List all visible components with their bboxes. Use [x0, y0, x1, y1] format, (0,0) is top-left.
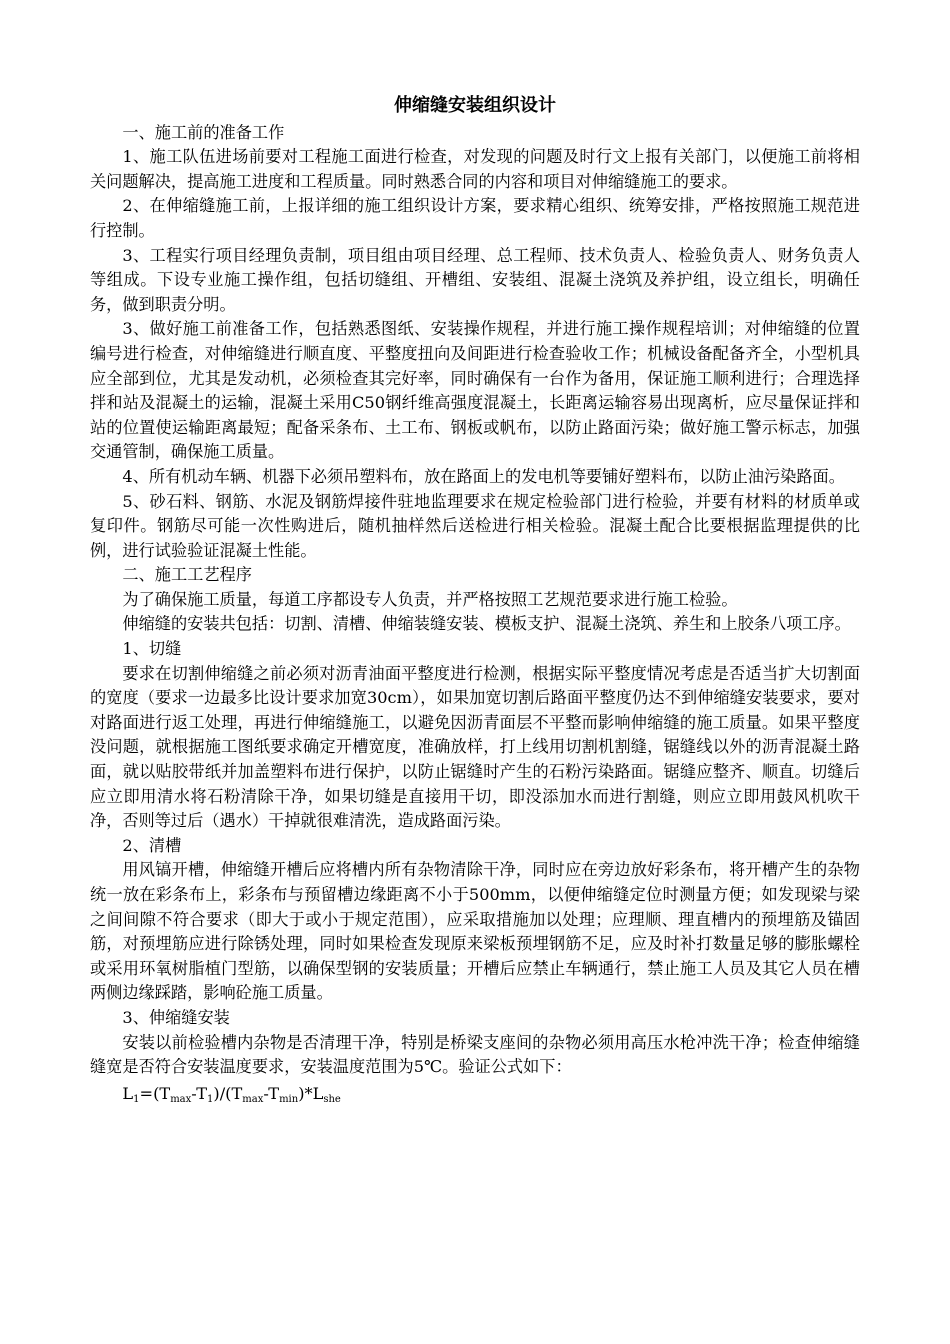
formula-t1-sub: 1	[207, 1093, 214, 1105]
document-page	[90, 94, 860, 1106]
paragraph-4: 4、所有机动车辆、机器下必须吊塑料布，放在路面上的发电机等要铺好塑料布，以防止油污染路面。	[122, 466, 845, 486]
formula-line	[90, 1082, 860, 1107]
formula-tmax2-sub: max	[242, 1093, 264, 1105]
formula-minus-t2: -T	[263, 1083, 280, 1103]
section-heading-process: 二、施工工艺程序	[122, 565, 252, 585]
formula-lhs: L	[122, 1083, 134, 1103]
section-heading-preparation: 一、施工前的准备工作	[122, 122, 285, 142]
paragraph-2: 2、在伸缩缝施工前，上报详细的施工组织设计方案，要求精心组织、统筹安排，严格按照施工规范进行控制。	[90, 196, 860, 240]
paragraph-quality: 为了确保施工质量，每道工序都设专人负责，并严格按照工艺规范要求进行施工检验。	[122, 589, 738, 609]
formula-lshe-sub: she	[323, 1093, 341, 1105]
document-title: 伸缩缝安装组织设计	[394, 95, 556, 116]
formula-eq-open: =(T	[139, 1083, 171, 1103]
paragraph-steps: 伸缩缝的安装共包括：切割、清槽、伸缩装缝安装、模板支护、混凝土浇筑、养生和上胶条八项工序。	[122, 614, 851, 634]
formula-div-open: )/(T	[213, 1083, 243, 1103]
formula-tmax-sub: max	[170, 1093, 192, 1105]
formula-tmin-sub: min	[279, 1093, 299, 1105]
paragraph-cutting: 要求在切割伸缩缝之前必须对沥青油面平整度进行检测，根据实际平整度情况考虑是否适当扩大切割面的宽度（要求一边最多比设计要求加宽30cm），如果加宽切割后路面平整度仍达不到伸缩缝安装要求，要对对路面进行返工处理，再进行伸缩缝施工，以避免因沥青面层不平整而影响伸缩缝的施工质量。如果平整度没问题，就根据施工图纸要求确定开槽宽度，准确放样，打上线用切割机割缝，锯缝线以外的沥青混凝土路面，就以贴胶带纸并加盖塑料布进行保护，以防止锯缝时产生的石粉污染路面。锯缝应整齐、顺直。切缝后应立即用清水将石粉清除干净，如果切缝是直接用干切，即没添加水而进行割缝，则应立即用鼓风机吹干净，否则等过后（遇水）干掉就很难清洗，造成路面污染。	[90, 663, 860, 831]
subheading-joint-installation: 3、伸缩缝安装	[122, 1007, 230, 1027]
paragraph-3b: 3、做好施工前准备工作，包括熟悉图纸、安装操作规程，并进行施工操作规程培训；对伸缩缝的位置编号进行检查，对伸缩缝进行顺直度、平整度扭向及间距进行检查验收工作；机械设备配备齐全，小型机具应全部到位，尤其是发动机，必须检查其完好率，同时确保有一台作为备用，保证施工顺利进行；合理选择拌和站及混凝土的运输，混凝土采用C50钢纤维高强度混凝土，长距离运输容易出现离析，应尽量保证拌和站的位置使运输距离最短；配备采条布、土工布、钢板或帆布，以防止路面污染；做好施工警示标志，加强交通管制，确保施工质量。	[90, 319, 860, 462]
paragraph-3: 3、工程实行项目经理负责制，项目组由项目经理、总工程师、技术负责人、检验负责人、财务负责人等组成。下设专业施工操作组，包括切缝组、开槽组、安装组、混凝土浇筑及养护组，设立组长，明确任务，做到职责分明。	[90, 245, 860, 314]
paragraph-groove-cleaning: 用风镐开槽，伸缩缝开槽后应将槽内所有杂物清除干净，同时应在旁边放好彩条布，将开槽产生的杂物统一放在彩条布上，彩条布与预留槽边缘距离不小于500mm，以便伸缩缝定位时测量方便；如发现梁与梁之间间隙不符合要求（即大于或小于规定范围），应采取措施加以处理；应理顺、理直槽内的预埋筋及锚固筋，对预埋筋应进行除锈处理，同时如果检查发现原来梁板预埋钢筋不足，应及时补打数量足够的膨胀螺栓或采用环氧树脂植门型筋，以确保型钢的安装质量；开槽后应禁止车辆通行，禁止施工人员及其它人员在槽两侧边缘踩踏，影响砼施工质量。	[90, 860, 860, 1003]
paragraph-5: 5、砂石料、钢筋、水泥及钢筋焊接件驻地监理要求在规定检验部门进行检验，并要有材料的材质单或复印件。钢筋尽可能一次性购进后，随机抽样然后送检进行相关检验。混凝土配合比要根据监理提供的比例，进行试验验证混凝土性能。	[90, 491, 860, 560]
subheading-cutting: 1、切缝	[122, 639, 182, 659]
paragraph-joint-installation: 安装以前检验槽内杂物是否清理干净，特别是桥梁支座间的杂物必须用高压水枪冲洗干净；检查伸缩缝缝宽是否符合安装温度要求，安装温度范围为5℃。验证公式如下：	[90, 1032, 860, 1077]
subheading-groove-cleaning: 2、清槽	[122, 835, 182, 855]
formula-lhs-sub: 1	[133, 1093, 140, 1105]
paragraph-1: 1、施工队伍进场前要对工程施工面进行检查，对发现的问题及时行文上报有关部门，以便施工前将相关问题解决，提高施工进度和工程质量。同时熟悉合同的内容和项目对伸缩缝施工的要求。	[90, 147, 860, 191]
formula-minus-t: -T	[191, 1083, 207, 1103]
formula-close-mul: )*L	[298, 1083, 324, 1103]
